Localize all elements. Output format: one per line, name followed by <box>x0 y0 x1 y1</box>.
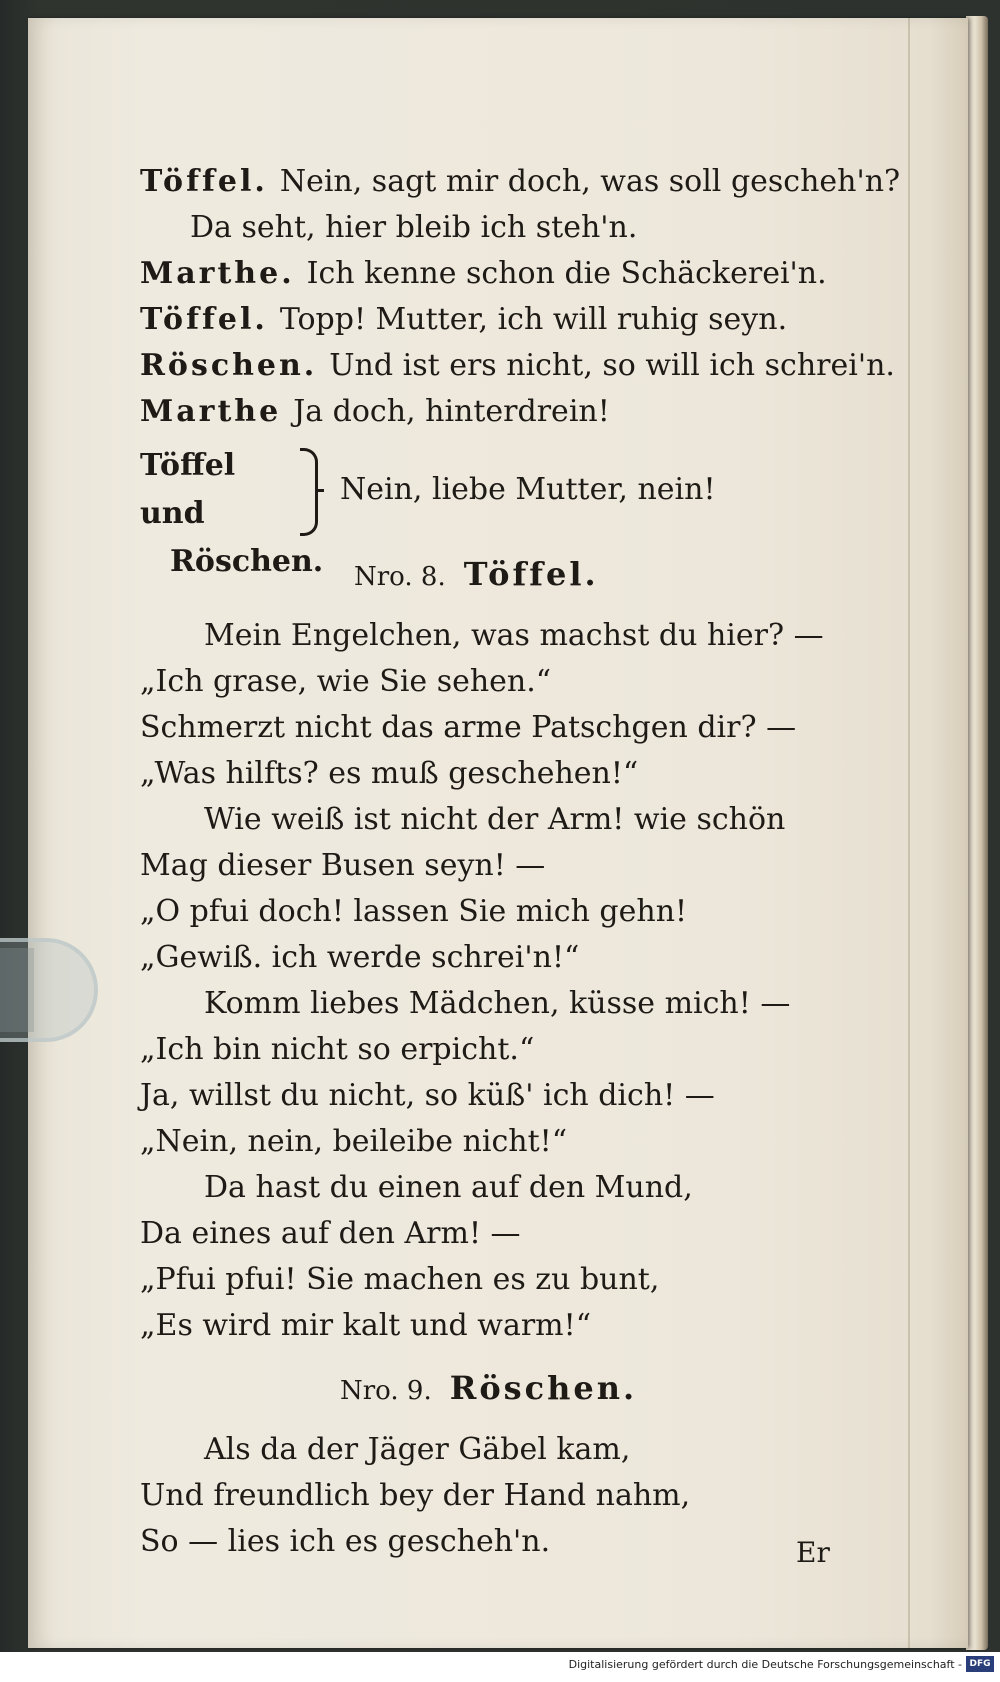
verse-line: Ja, willst du nicht, so küß' ich dich! — <box>140 1078 715 1113</box>
verse-line: Schmerzt nicht das arme Patschgen dir? — <box>140 710 797 745</box>
line-text: Ja doch, hinterdrein! <box>293 394 610 429</box>
speaker-name: Töffel. <box>140 302 268 337</box>
verse-line: Als da der Jäger Gäbel kam, <box>204 1432 631 1467</box>
dialogue-line <box>190 206 637 252</box>
verse-line: Mag dieser Busen seyn! — <box>140 848 546 883</box>
song-number: Nro. 8. <box>354 562 446 592</box>
song-heading <box>354 552 599 598</box>
verse-line: Komm liebes Mädchen, küsse mich! — <box>204 986 791 1021</box>
dialogue-line <box>140 390 610 436</box>
verse-line: „Ich grase, wie Sie sehen.“ <box>140 664 552 699</box>
verse-line: „Pfui pfui! Sie machen es zu bunt, <box>140 1262 660 1297</box>
verse-line: So — lies ich es gescheh'n. <box>140 1524 551 1559</box>
verse-line: „O pfui doch! lassen Sie mich gehn! <box>140 894 688 929</box>
page-edge-stack <box>966 16 988 1650</box>
song-heading <box>340 1366 637 1412</box>
verse-line: „Nein, nein, beileibe nicht!“ <box>140 1124 568 1159</box>
speaker-name: Marthe <box>140 394 282 429</box>
song-title: Töffel. <box>463 555 599 593</box>
verse-line: Wie weiß ist nicht der Arm! wie schön <box>204 802 786 837</box>
verse-line: „Es wird mir kalt und warm!“ <box>140 1308 592 1343</box>
line-text: Und ist ers nicht, so will ich schrei'n. <box>329 348 895 383</box>
verse-line: „Gewiß. ich werde schrei'n!“ <box>140 940 580 975</box>
funding-credit: Digitalisierung gefördert durch die Deutsche Forschungsgemeinschaft - <box>568 1658 962 1671</box>
duet-text: Nein, liebe Mutter, nein! <box>340 472 716 507</box>
song-number: Nro. 9. <box>340 1376 432 1406</box>
verse-line: Da eines auf den Arm! — <box>140 1216 521 1251</box>
dialogue-line <box>140 160 900 206</box>
catchword: Er <box>796 1536 830 1569</box>
verse-line: Und freundlich bey der Hand nahm, <box>140 1478 691 1513</box>
speaker-name: Röschen. <box>140 348 318 383</box>
verse-line: Mein Engelchen, was machst du hier? — <box>204 618 824 653</box>
verse-line: „Was hilfts? es muß geschehen!“ <box>140 756 639 791</box>
duet-speaker-1: Töffel und <box>140 448 236 531</box>
verse-line: Da hast du einen auf den Mund, <box>204 1170 693 1205</box>
song-title: Röschen. <box>449 1369 638 1407</box>
line-text: Topp! Mutter, ich will ruhig seyn. <box>279 302 788 337</box>
speaker-name: Töffel. <box>140 164 268 199</box>
duet-speakers <box>140 442 324 586</box>
dfg-logo: DFG <box>966 1656 994 1672</box>
dialogue-line <box>140 344 895 390</box>
speaker-name: Marthe. <box>140 256 295 291</box>
brace-symbol <box>300 448 318 536</box>
line-text: Ich kenne schon die Schäckerei'n. <box>306 256 827 291</box>
verse-line: „Ich bin nicht so erpicht.“ <box>140 1032 535 1067</box>
duet-speaker-2: Röschen. <box>170 544 324 579</box>
dialogue-line <box>140 252 827 298</box>
dialogue-line <box>140 298 787 344</box>
line-text: Nein, sagt mir doch, was soll gescheh'n? <box>279 164 901 199</box>
line-text: Da seht, hier bleib ich steh'n. <box>190 210 638 245</box>
